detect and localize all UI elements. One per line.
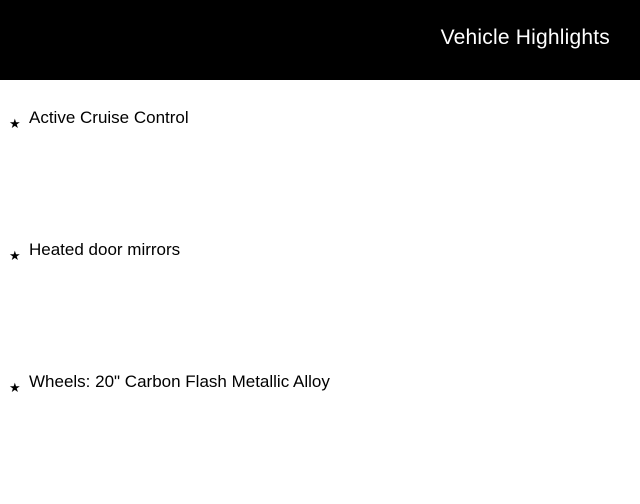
list-item-label: Heated door mirrors: [29, 240, 181, 259]
star-icon: ★: [9, 116, 21, 131]
highlights-list: [0, 108, 640, 504]
list-item-label: Active Cruise Control: [29, 108, 189, 127]
list-item: [0, 108, 640, 240]
header-bar: [0, 0, 640, 80]
star-icon: ★: [9, 248, 21, 263]
star-icon: ★: [9, 380, 21, 395]
list-item-label: Wheels: 20" Carbon Flash Metallic Alloy: [29, 372, 330, 391]
list-item: [0, 372, 640, 504]
page-title: Vehicle Highlights: [440, 26, 610, 49]
list-item: [0, 240, 640, 372]
